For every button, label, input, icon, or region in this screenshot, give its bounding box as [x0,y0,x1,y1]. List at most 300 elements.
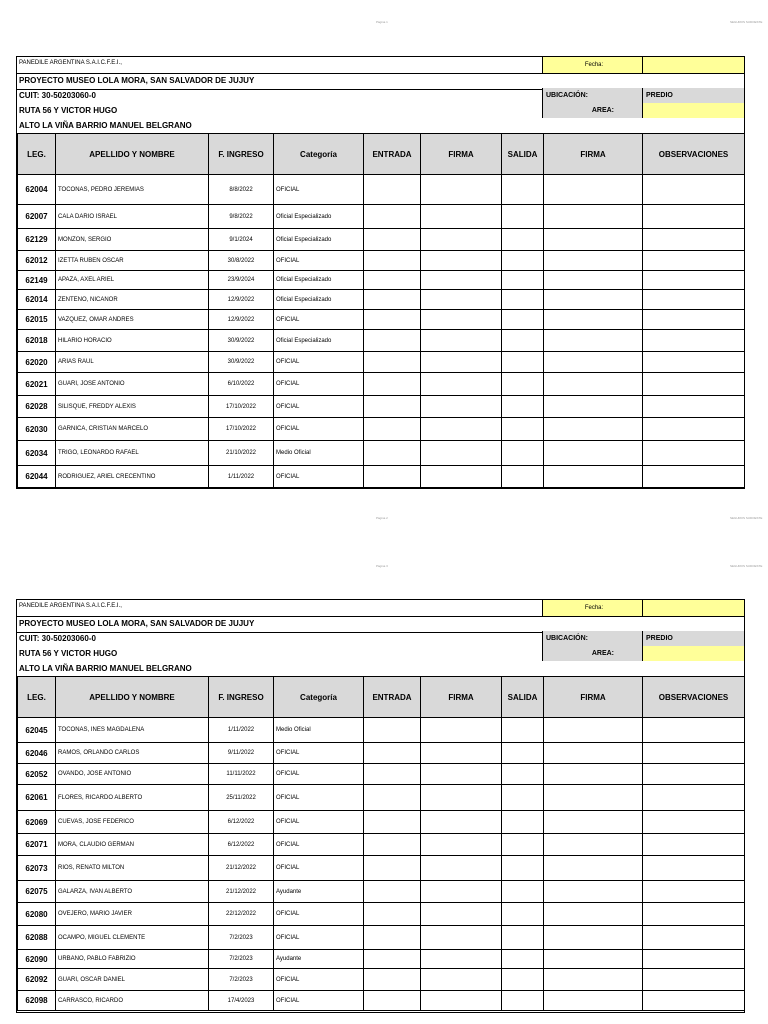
observaciones-cell[interactable] [643,718,745,743]
column-header: SALIDA [502,134,544,175]
observaciones-cell[interactable] [643,290,745,310]
salida-cell[interactable] [502,743,544,764]
employee-name: RIOS, RENATO MILTON [56,856,209,881]
legajo: 62007 [18,205,56,229]
categoria: Oficial Especializado [274,205,364,229]
entrada-cell[interactable] [364,834,421,856]
table-row [18,881,745,903]
salida-cell[interactable] [502,466,544,488]
ingreso-date: 7/2/2023 [209,926,274,950]
project-name: PROYECTO MUSEO LOLA MORA, SAN SALVADOR DE JUJUY [19,76,255,85]
legajo: 62030 [18,418,56,441]
ingreso-date: 30/9/2022 [209,330,274,352]
table-row [18,764,745,785]
table-row [18,991,745,1011]
firma-entrada-cell[interactable] [421,175,502,205]
observaciones-cell[interactable] [643,352,745,373]
employee-name: APAZA, AXEL ARIEL [56,271,209,290]
entrada-cell[interactable] [364,743,421,764]
firma-salida-cell[interactable] [544,330,643,352]
entrada-cell[interactable] [364,441,421,466]
firma-entrada-cell[interactable] [421,969,502,991]
employee-name: GARNICA, CRISTIAN MARCELO [56,418,209,441]
categoria: OFICIAL [274,926,364,950]
salida-cell[interactable] [502,396,544,418]
categoria: OFICIAL [274,764,364,785]
table-row [18,466,745,488]
employee-name: OVANDO, JOSE ANTONIO [56,764,209,785]
categoria: Oficial Especializado [274,330,364,352]
firma-salida-cell[interactable] [544,441,643,466]
salida-cell[interactable] [502,811,544,834]
firma-entrada-cell[interactable] [421,352,502,373]
firma-salida-cell[interactable] [544,418,643,441]
salida-cell[interactable] [502,352,544,373]
column-header: Categoría [274,677,364,718]
table-row [18,743,745,764]
company-name: PANEDILE ARGENTINA S.A.I.C.F.E.I., [19,603,122,609]
categoria: Ayudante [274,881,364,903]
firma-salida-cell[interactable] [544,881,643,903]
table-header-row [18,677,745,718]
firma-entrada-cell[interactable] [421,229,502,251]
ingreso-date: 9/8/2022 [209,205,274,229]
entrada-cell[interactable] [364,785,421,811]
table-row [18,418,745,441]
ingreso-date: 21/12/2022 [209,856,274,881]
attendance-sheet-1 [16,56,745,489]
categoria: Medio Oficial [274,441,364,466]
entrada-cell[interactable] [364,290,421,310]
table-row [18,229,745,251]
firma-entrada-cell[interactable] [421,330,502,352]
entrada-cell[interactable] [364,205,421,229]
employee-name: URBANO, PABLO FABRIZIO [56,950,209,969]
observaciones-cell[interactable] [643,373,745,396]
fecha-field[interactable] [642,57,744,73]
ingreso-date: 6/10/2022 [209,373,274,396]
employee-name: GUARI, JOSE ANTONIO [56,373,209,396]
entrada-cell[interactable] [364,330,421,352]
entrada-cell[interactable] [364,991,421,1011]
ingreso-date: 23/9/2024 [209,271,274,290]
page-mark-top-right: SEGUROS SUDOESTE [730,20,763,24]
salida-cell[interactable] [502,969,544,991]
firma-salida-cell[interactable] [544,764,643,785]
ingreso-date: 11/11/2022 [209,764,274,785]
table-row [18,834,745,856]
observaciones-cell[interactable] [643,310,745,330]
firma-salida-cell[interactable] [544,903,643,926]
salida-cell[interactable] [502,175,544,205]
ingreso-date: 22/12/2022 [209,903,274,926]
table-row [18,926,745,950]
salida-cell[interactable] [502,418,544,441]
area-field[interactable] [642,646,744,661]
table-row [18,251,745,271]
firma-entrada-cell[interactable] [421,418,502,441]
table-row [18,352,745,373]
observaciones-cell[interactable] [643,950,745,969]
legajo: 62018 [18,330,56,352]
ingreso-date: 17/10/2022 [209,418,274,441]
table-row [18,441,745,466]
salida-cell[interactable] [502,991,544,1011]
ingreso-date: 7/2/2023 [209,950,274,969]
company-name: PANEDILE ARGENTINA S.A.I.C.F.E.I., [19,60,122,66]
page-number-mid-a: Página 2 [376,516,388,520]
entrada-cell[interactable] [364,229,421,251]
ubicacion-field[interactable]: PREDIO [642,631,744,646]
firma-entrada-cell[interactable] [421,466,502,488]
observaciones-cell[interactable] [643,205,745,229]
categoria: OFICIAL [274,466,364,488]
observaciones-cell[interactable] [643,251,745,271]
column-header: F. INGRESO [209,134,274,175]
table-row [18,330,745,352]
legajo: 62020 [18,352,56,373]
observaciones-cell[interactable] [643,396,745,418]
categoria: OFICIAL [274,352,364,373]
ingreso-date: 9/1/2024 [209,229,274,251]
address-ruta: RUTA 56 Y VICTOR HUGO [19,105,118,115]
entrada-cell[interactable] [364,950,421,969]
observaciones-cell[interactable] [643,785,745,811]
observaciones-cell[interactable] [643,441,745,466]
observaciones-cell[interactable] [643,466,745,488]
categoria: OFICIAL [274,373,364,396]
salida-cell[interactable] [502,290,544,310]
firma-salida-cell[interactable] [544,950,643,969]
table-row [18,969,745,991]
entrada-cell[interactable] [364,856,421,881]
firma-entrada-cell[interactable] [421,290,502,310]
firma-salida-cell[interactable] [544,785,643,811]
salida-cell[interactable] [502,310,544,330]
area-field[interactable] [642,103,744,118]
employee-name: ZENTENO, NICANOR [56,290,209,310]
firma-salida-cell[interactable] [544,310,643,330]
entrada-cell[interactable] [364,310,421,330]
table-row [18,175,745,205]
entrada-cell[interactable] [364,251,421,271]
ingreso-date: 12/9/2022 [209,290,274,310]
firma-entrada-cell[interactable] [421,718,502,743]
ingreso-date: 6/12/2022 [209,834,274,856]
column-header: FIRMA [544,134,643,175]
column-header: OBSERVACIONES [643,134,745,175]
ingreso-date: 17/10/2022 [209,396,274,418]
ingreso-date: 30/9/2022 [209,352,274,373]
table-row [18,718,745,743]
categoria: OFICIAL [274,969,364,991]
firma-entrada-cell[interactable] [421,926,502,950]
project-name: PROYECTO MUSEO LOLA MORA, SAN SALVADOR DE JUJUY [19,619,255,628]
observaciones-cell[interactable] [643,926,745,950]
firma-entrada-cell[interactable] [421,856,502,881]
employee-name: ARIAS RAUL [56,352,209,373]
categoria: OFICIAL [274,251,364,271]
observaciones-cell[interactable] [643,271,745,290]
firma-entrada-cell[interactable] [421,834,502,856]
ubicacion-label: UBICACIÓN: [542,631,642,646]
table-header-row [18,134,745,175]
page-number-top: Página 1 [376,20,388,24]
table-row [18,950,745,969]
firma-entrada-cell[interactable] [421,811,502,834]
fecha-label: Fecha: [542,600,642,616]
observaciones-cell[interactable] [643,418,745,441]
observaciones-cell[interactable] [643,330,745,352]
column-header: SALIDA [502,677,544,718]
employee-name: CUEVAS, JOSE FEDERICO [56,811,209,834]
firma-salida-cell[interactable] [544,926,643,950]
column-header: FIRMA [421,677,502,718]
legajo: 62045 [18,718,56,743]
table-row [18,310,745,330]
firma-entrada-cell[interactable] [421,396,502,418]
observaciones-cell[interactable] [643,881,745,903]
categoria: Oficial Especializado [274,229,364,251]
categoria: OFICIAL [274,175,364,205]
table-row [18,290,745,310]
employee-name: HILARIO HORACIO [56,330,209,352]
categoria: Oficial Especializado [274,290,364,310]
salida-cell[interactable] [502,251,544,271]
observaciones-cell[interactable] [643,856,745,881]
salida-cell[interactable] [502,330,544,352]
salida-cell[interactable] [502,441,544,466]
legajo: 62090 [18,950,56,969]
ingreso-date: 8/8/2022 [209,175,274,205]
employee-name: MONZON, SERGIO [56,229,209,251]
entrada-cell[interactable] [364,881,421,903]
firma-salida-cell[interactable] [544,205,643,229]
firma-entrada-cell[interactable] [421,881,502,903]
salida-cell[interactable] [502,856,544,881]
observaciones-cell[interactable] [643,834,745,856]
observaciones-cell[interactable] [643,969,745,991]
address-barrio: ALTO LA VIÑA BARRIO MANUEL BELGRANO [19,120,192,130]
firma-salida-cell[interactable] [544,373,643,396]
firma-salida-cell[interactable] [544,856,643,881]
salida-cell[interactable] [502,881,544,903]
firma-entrada-cell[interactable] [421,950,502,969]
employee-name: TOCONAS, INES MAGDALENA [56,718,209,743]
categoria: Ayudante [274,950,364,969]
employee-name: SILISQUE, FREDDY ALEXIS [56,396,209,418]
employee-name: RAMOS, ORLANDO CARLOS [56,743,209,764]
entrada-cell[interactable] [364,926,421,950]
salida-cell[interactable] [502,718,544,743]
firma-salida-cell[interactable] [544,290,643,310]
table-row [18,205,745,229]
employee-name: CALA DARIO ISRAEL [56,205,209,229]
firma-entrada-cell[interactable] [421,373,502,396]
ubicacion-label: UBICACIÓN: [542,88,642,103]
employee-name: IZETTA RUBEN OSCAR [56,251,209,271]
firma-salida-cell[interactable] [544,834,643,856]
salida-cell[interactable] [502,229,544,251]
firma-entrada-cell[interactable] [421,205,502,229]
employee-name: GALARZA, IVAN ALBERTO [56,881,209,903]
firma-entrada-cell[interactable] [421,310,502,330]
salida-cell[interactable] [502,205,544,229]
categoria: OFICIAL [274,785,364,811]
employee-name: TOCONAS, PEDRO JEREMIAS [56,175,209,205]
firma-entrada-cell[interactable] [421,903,502,926]
entrada-cell[interactable] [364,903,421,926]
entrada-cell[interactable] [364,764,421,785]
legajo: 62014 [18,290,56,310]
legajo: 62061 [18,785,56,811]
attendance-table [17,133,745,488]
categoria: OFICIAL [274,834,364,856]
firma-salida-cell[interactable] [544,718,643,743]
legajo: 62073 [18,856,56,881]
legajo: 62028 [18,396,56,418]
entrada-cell[interactable] [364,811,421,834]
fecha-field[interactable] [642,600,744,616]
column-header: FIRMA [544,677,643,718]
table-row [18,271,745,290]
firma-salida-cell[interactable] [544,466,643,488]
firma-salida-cell[interactable] [544,175,643,205]
firma-entrada-cell[interactable] [421,251,502,271]
salida-cell[interactable] [502,834,544,856]
legajo: 62075 [18,881,56,903]
firma-entrada-cell[interactable] [421,743,502,764]
ingreso-date: 9/11/2022 [209,743,274,764]
area-label: AREA: [542,646,642,661]
column-header: LEG. [18,134,56,175]
legajo: 62012 [18,251,56,271]
categoria: OFICIAL [274,991,364,1011]
observaciones-cell[interactable] [643,229,745,251]
fecha-label: Fecha: [542,57,642,73]
salida-cell[interactable] [502,950,544,969]
employee-name: CARRASCO, RICARDO [56,991,209,1011]
entrada-cell[interactable] [364,466,421,488]
ingreso-date: 30/8/2022 [209,251,274,271]
firma-salida-cell[interactable] [544,811,643,834]
entrada-cell[interactable] [364,373,421,396]
categoria: Medio Oficial [274,718,364,743]
categoria: OFICIAL [274,396,364,418]
entrada-cell[interactable] [364,396,421,418]
column-header: ENTRADA [364,134,421,175]
observaciones-cell[interactable] [643,764,745,785]
ingreso-date: 25/11/2022 [209,785,274,811]
observaciones-cell[interactable] [643,811,745,834]
sheet-header [17,600,744,676]
area-label: AREA: [542,103,642,118]
entrada-cell[interactable] [364,718,421,743]
entrada-cell[interactable] [364,175,421,205]
table-row [18,903,745,926]
ingreso-date: 7/2/2023 [209,969,274,991]
legajo: 62149 [18,271,56,290]
entrada-cell[interactable] [364,418,421,441]
column-header: Categoría [274,134,364,175]
salida-cell[interactable] [502,785,544,811]
table-row [18,373,745,396]
entrada-cell[interactable] [364,271,421,290]
legajo: 62092 [18,969,56,991]
employee-name: OCAMPO, MIGUEL CLEMENTE [56,926,209,950]
legajo: 62015 [18,310,56,330]
salida-cell[interactable] [502,373,544,396]
page-number-mid-b: Página 3 [376,564,388,568]
entrada-cell[interactable] [364,352,421,373]
sheet-header [17,57,744,133]
salida-cell[interactable] [502,926,544,950]
employee-name: OVEJERO, MARIO JAVIER [56,903,209,926]
table-row [18,785,745,811]
entrada-cell[interactable] [364,969,421,991]
firma-entrada-cell[interactable] [421,991,502,1011]
firma-entrada-cell[interactable] [421,764,502,785]
column-header: F. INGRESO [209,677,274,718]
ingreso-date: 21/10/2022 [209,441,274,466]
column-header: FIRMA [421,134,502,175]
legajo: 62052 [18,764,56,785]
categoria: OFICIAL [274,310,364,330]
firma-salida-cell[interactable] [544,251,643,271]
employee-name: MORA, CLAUDIO GERMAN [56,834,209,856]
employee-name: TRIGO, LEONARDO RAFAEL [56,441,209,466]
legajo: 62004 [18,175,56,205]
ingreso-date: 17/4/2023 [209,991,274,1011]
firma-salida-cell[interactable] [544,396,643,418]
observaciones-cell[interactable] [643,175,745,205]
ingreso-date: 1/11/2022 [209,718,274,743]
cuit: CUIT: 30-50203060-0 [19,634,96,643]
cuit: CUIT: 30-50203060-0 [19,91,96,100]
firma-salida-cell[interactable] [544,229,643,251]
categoria: OFICIAL [274,903,364,926]
column-header: ENTRADA [364,677,421,718]
ingreso-date: 1/11/2022 [209,466,274,488]
legajo: 62021 [18,373,56,396]
firma-salida-cell[interactable] [544,969,643,991]
ingreso-date: 12/9/2022 [209,310,274,330]
ubicacion-field[interactable]: PREDIO [642,88,744,103]
categoria: OFICIAL [274,856,364,881]
firma-salida-cell[interactable] [544,743,643,764]
legajo: 62071 [18,834,56,856]
firma-entrada-cell[interactable] [421,441,502,466]
firma-entrada-cell[interactable] [421,785,502,811]
attendance-table [17,676,745,1011]
observaciones-cell[interactable] [643,743,745,764]
column-header: APELLIDO Y NOMBRE [56,134,209,175]
firma-salida-cell[interactable] [544,991,643,1011]
firma-salida-cell[interactable] [544,352,643,373]
firma-salida-cell[interactable] [544,271,643,290]
salida-cell[interactable] [502,903,544,926]
salida-cell[interactable] [502,764,544,785]
employee-name: VAZQUEZ, OMAR ANDRES [56,310,209,330]
firma-entrada-cell[interactable] [421,271,502,290]
table-row [18,811,745,834]
legajo: 62098 [18,991,56,1011]
legajo: 62129 [18,229,56,251]
salida-cell[interactable] [502,271,544,290]
observaciones-cell[interactable] [643,903,745,926]
address-ruta: RUTA 56 Y VICTOR HUGO [19,648,118,658]
observaciones-cell[interactable] [643,991,745,1011]
